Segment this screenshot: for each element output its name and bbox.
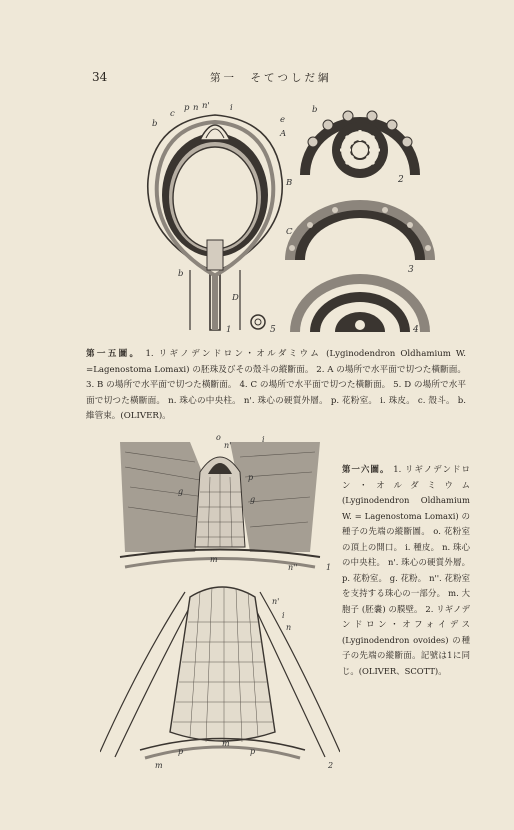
figure-16-illustration	[100, 432, 340, 772]
label-p-2-right: p	[250, 747, 256, 756]
figure-16-caption	[342, 462, 470, 679]
label-D: D	[232, 293, 239, 303]
cross-section-3	[285, 200, 435, 275]
label-num-5: 5	[270, 325, 276, 335]
label-m-2-left: m	[155, 761, 163, 770]
label-i: i	[230, 103, 233, 113]
label-num-1: 1	[226, 325, 232, 335]
label-o: o	[216, 433, 221, 442]
label-b-2: b	[312, 105, 318, 115]
label-n-double-prime: n''	[288, 563, 298, 572]
label-b-lower: b	[178, 269, 184, 279]
label-n-prime: n'	[224, 441, 232, 450]
figure-15-caption-body: 1. リギノデンドロン・オルダミウム (Lyginodendron Oldhamium W. =Lagenostoma Lomaxi) の胚珠及びその殼斗の縱斷面。 2. A の場所で水平面で切つた橫斷面。 3. B の場所で水平面で切つた橫斷面。 4. C の場所で水平面で切つた橫斷面。 5. D の場所で水平面で切つた橫斷面。 n. 珠心の中央柱。 n'. 珠心の硬質外層。 p. 花粉室。 i. 珠皮。 c. 殼斗。 b. 維管束。(OLIVER)。	[86, 349, 466, 421]
label-A: A	[280, 129, 287, 139]
cross-section-5	[251, 315, 276, 335]
running-title: 第一 そてつしだ綱	[210, 72, 332, 84]
label-num-1: 1	[326, 563, 332, 572]
figure-15-illustration	[130, 100, 450, 340]
label-num-2: 2	[398, 175, 404, 185]
label-num-4: 4	[413, 325, 419, 335]
label-b: b	[152, 119, 158, 129]
label-n: n	[193, 103, 199, 113]
label-B: B	[286, 178, 293, 188]
label-g-right: g	[250, 495, 256, 504]
label-num-3: 3	[408, 265, 414, 275]
label-p: p	[248, 473, 254, 482]
label-i: i	[262, 435, 265, 444]
label-p-2: p	[178, 747, 184, 756]
label-n-prime-2: n'	[272, 597, 280, 606]
label-C: C	[286, 227, 293, 237]
label-g: g	[178, 487, 184, 496]
page-number: 34	[92, 70, 108, 84]
figure-16-caption-body: 1. リギノデンドロン・オルダミウム (Lyginodendron Oldhamium W. = Lagenostoma Lomaxi) の種子の先端の縱斷圖。 o. 花粉室の頂上の開口。 i. 種皮。 n. 珠心の中央柱。 n'. 珠心の硬質外層。 p. 花粉室。 g. 花粉。 n''. 花粉室を支持する珠心の一部分。 m. 大胞子 (胚嚢) の膜壁。 2. リギノデンドロン・オフォイデス (Lyginodendron ovoides) の種子の先端の縱斷面。記號は1に同じ。(OLIVER、SCOTT)。	[342, 464, 470, 676]
label-e: e	[280, 115, 286, 125]
cross-section-4	[290, 274, 430, 335]
figure-15-caption	[86, 347, 466, 425]
label-n-2: n	[286, 623, 292, 632]
seed-apex-section-1	[120, 442, 320, 567]
label-i-2: i	[282, 611, 285, 620]
label-n-prime: n'	[202, 101, 210, 111]
cross-section-2	[300, 105, 420, 185]
seed-apex-section-2	[100, 587, 340, 758]
label-num-2: 2	[328, 761, 334, 770]
figure-15-caption-title: 第一五圖。	[86, 349, 141, 359]
label-p: p	[184, 103, 190, 113]
ovule-longitudinal-section	[148, 115, 282, 330]
figure-16-caption-title: 第一六圖。	[342, 464, 390, 474]
label-c: c	[170, 109, 175, 119]
label-m: m	[210, 555, 218, 564]
label-m-2: m	[222, 739, 230, 748]
